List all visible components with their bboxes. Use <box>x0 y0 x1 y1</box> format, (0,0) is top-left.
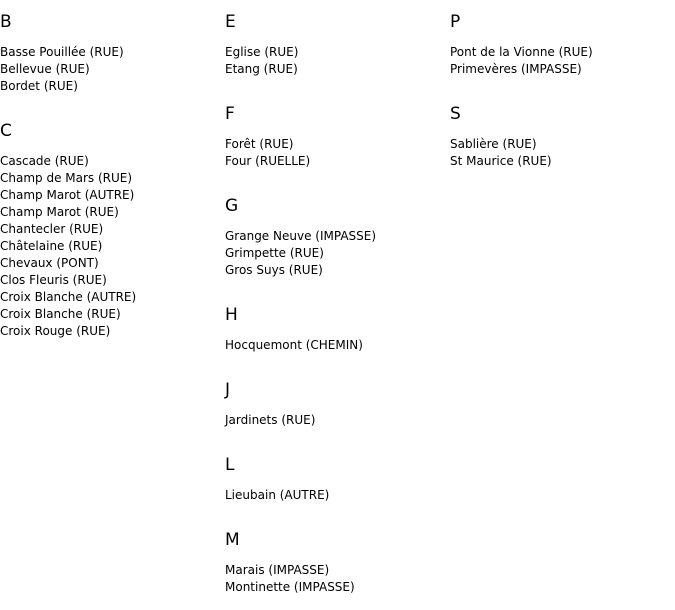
street-link[interactable]: Etang (RUE) <box>225 62 298 76</box>
street-column-1 <box>0 0 220 354</box>
street-link[interactable]: Forêt (RUE) <box>225 137 294 151</box>
street-link[interactable]: Champ de Mars (RUE) <box>0 171 133 185</box>
letter-group <box>225 92 445 184</box>
street-list-item <box>225 61 445 78</box>
street-link[interactable]: Croix Rouge (RUE) <box>0 324 111 338</box>
street-link[interactable]: Lieubain (AUTRE) <box>225 488 330 502</box>
street-link[interactable]: Châtelaine (RUE) <box>0 239 103 253</box>
street-list-item <box>0 187 220 204</box>
street-list <box>450 32 670 92</box>
street-link[interactable]: Basse Pouillée (RUE) <box>0 45 124 59</box>
street-link[interactable]: Hocquemont (CHEMIN) <box>225 338 363 352</box>
street-list-item <box>0 255 220 272</box>
letter-group <box>225 518 445 610</box>
letter-group <box>225 184 445 293</box>
street-link[interactable]: Jardinets (RUE) <box>225 413 316 427</box>
street-link[interactable]: Gros Suys (RUE) <box>225 263 323 277</box>
street-list <box>225 325 445 368</box>
street-list-item <box>450 61 670 78</box>
street-column-3 <box>450 0 670 184</box>
street-list-item <box>0 221 220 238</box>
street-list <box>225 550 445 610</box>
street-list-item <box>0 78 220 95</box>
letter-heading: P <box>450 12 461 32</box>
street-link[interactable]: Eglise (RUE) <box>225 45 299 59</box>
street-link[interactable]: Cascade (RUE) <box>0 154 89 168</box>
street-link[interactable]: Champ Marot (RUE) <box>0 205 119 219</box>
street-link[interactable]: Marais (IMPASSE) <box>225 563 330 577</box>
street-list-item <box>225 136 445 153</box>
street-list-item <box>450 44 670 61</box>
street-link[interactable]: Croix Blanche (RUE) <box>0 307 121 321</box>
street-list <box>225 400 445 443</box>
street-link[interactable]: Bordet (RUE) <box>0 79 78 93</box>
street-link[interactable]: Chevaux (PONT) <box>0 256 99 270</box>
street-link[interactable]: Montinette (IMPASSE) <box>225 580 355 594</box>
street-list-item <box>0 272 220 289</box>
letter-heading: G <box>225 196 239 216</box>
street-link[interactable]: Grange Neuve (IMPASSE) <box>225 229 377 243</box>
letter-group <box>0 0 220 109</box>
street-list-item <box>450 153 670 170</box>
street-list <box>0 141 220 354</box>
street-link[interactable]: Champ Marot (AUTRE) <box>0 188 135 202</box>
street-list <box>450 124 670 184</box>
street-link[interactable]: Primevères (IMPASSE) <box>450 62 582 76</box>
street-list-item <box>0 44 220 61</box>
street-list <box>225 216 445 293</box>
street-list-item <box>0 153 220 170</box>
street-list <box>225 124 445 184</box>
street-link[interactable]: Bellevue (RUE) <box>0 62 90 76</box>
letter-group <box>450 92 670 184</box>
letter-heading: C <box>0 121 12 141</box>
street-list-item <box>225 562 445 579</box>
street-link[interactable]: Sablière (RUE) <box>450 137 537 151</box>
letter-group <box>225 293 445 368</box>
street-list-item <box>450 136 670 153</box>
letter-heading: B <box>0 12 12 32</box>
street-list-item <box>225 579 445 596</box>
street-link[interactable]: Grimpette (RUE) <box>225 246 324 260</box>
street-list-item <box>0 289 220 306</box>
letter-group <box>225 0 445 92</box>
street-list <box>225 475 445 518</box>
letter-heading: S <box>450 104 461 124</box>
street-list-item <box>225 487 445 504</box>
street-list-item <box>0 170 220 187</box>
street-link[interactable]: Four (RUELLE) <box>225 154 311 168</box>
street-list-item <box>225 262 445 279</box>
street-link[interactable]: Croix Blanche (AUTRE) <box>0 290 137 304</box>
street-list-item <box>225 44 445 61</box>
street-link[interactable]: Chantecler (RUE) <box>0 222 104 236</box>
street-list-item <box>225 228 445 245</box>
letter-group <box>225 368 445 443</box>
letter-heading: E <box>225 12 236 32</box>
street-column-2 <box>225 0 445 610</box>
street-list-item <box>225 245 445 262</box>
street-list-item <box>0 238 220 255</box>
street-list-item <box>225 412 445 429</box>
letter-group <box>0 109 220 354</box>
street-link[interactable]: Pont de la Vionne (RUE) <box>450 45 593 59</box>
street-list <box>0 32 220 109</box>
street-list-item <box>225 337 445 354</box>
street-list <box>225 32 445 92</box>
letter-heading: M <box>225 530 240 550</box>
letter-heading: F <box>225 104 235 124</box>
street-list-item <box>225 153 445 170</box>
letter-heading: J <box>225 380 231 400</box>
letter-group <box>450 0 670 92</box>
letter-heading: L <box>225 455 235 475</box>
street-list-item <box>0 61 220 78</box>
street-link[interactable]: Clos Fleuris (RUE) <box>0 273 107 287</box>
street-list-item <box>0 204 220 221</box>
letter-group <box>225 443 445 518</box>
letter-heading: H <box>225 305 238 325</box>
street-list-item <box>0 323 220 340</box>
street-link[interactable]: St Maurice (RUE) <box>450 154 552 168</box>
street-list-item <box>0 306 220 323</box>
